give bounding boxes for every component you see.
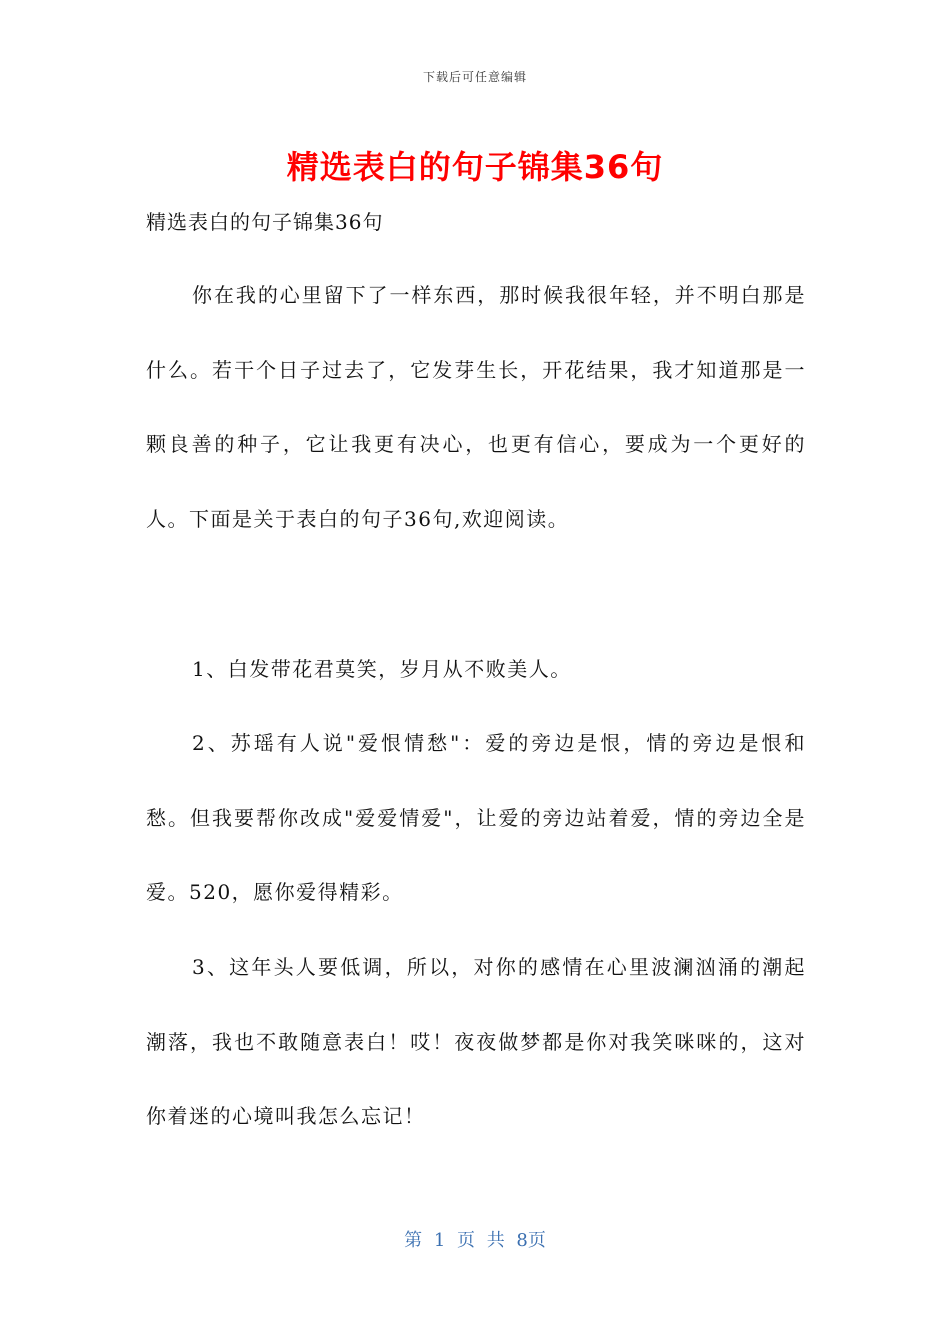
list-item: 3、这年头人要低调，所以，对你的感情在心里波澜汹涌的潮起潮落，我也不敢随意表白！哎！夜夜做梦都是你对我笑咪咪的，这对你着迷的心境叫我怎么忘记！ — [146, 955, 806, 1128]
header-note: 下载后可任意编辑 — [422, 70, 527, 84]
page-indicator: 第 1 页 共 8页 — [404, 1230, 546, 1251]
list-item: 1、白发带花君莫笑，岁月从不败美人。 — [192, 657, 572, 681]
intro-paragraph: 你在我的心里留下了一样东西，那时候我很年轻，并不明白那是什么。若干个日子过去了，它发芽生长，开花结果，我才知道那是一颗良善的种子，它让我更有决心，也更有信心，要成为一个更好的人。下面是关于表白的句子36句,欢迎阅读。 — [146, 283, 806, 531]
list-item: 2、苏瑶有人说"爱恨情愁"：爱的旁边是恨，情的旁边是恨和愁。但我要帮你改成"爱爱情爱"，让爱的旁边站着爱，情的旁边全是爱。520，愿你爱得精彩。 — [146, 731, 806, 904]
document-subtitle: 精选表白的句子锦集36句 — [146, 210, 384, 234]
document-title: 精选表白的句子锦集36句 — [286, 148, 664, 186]
